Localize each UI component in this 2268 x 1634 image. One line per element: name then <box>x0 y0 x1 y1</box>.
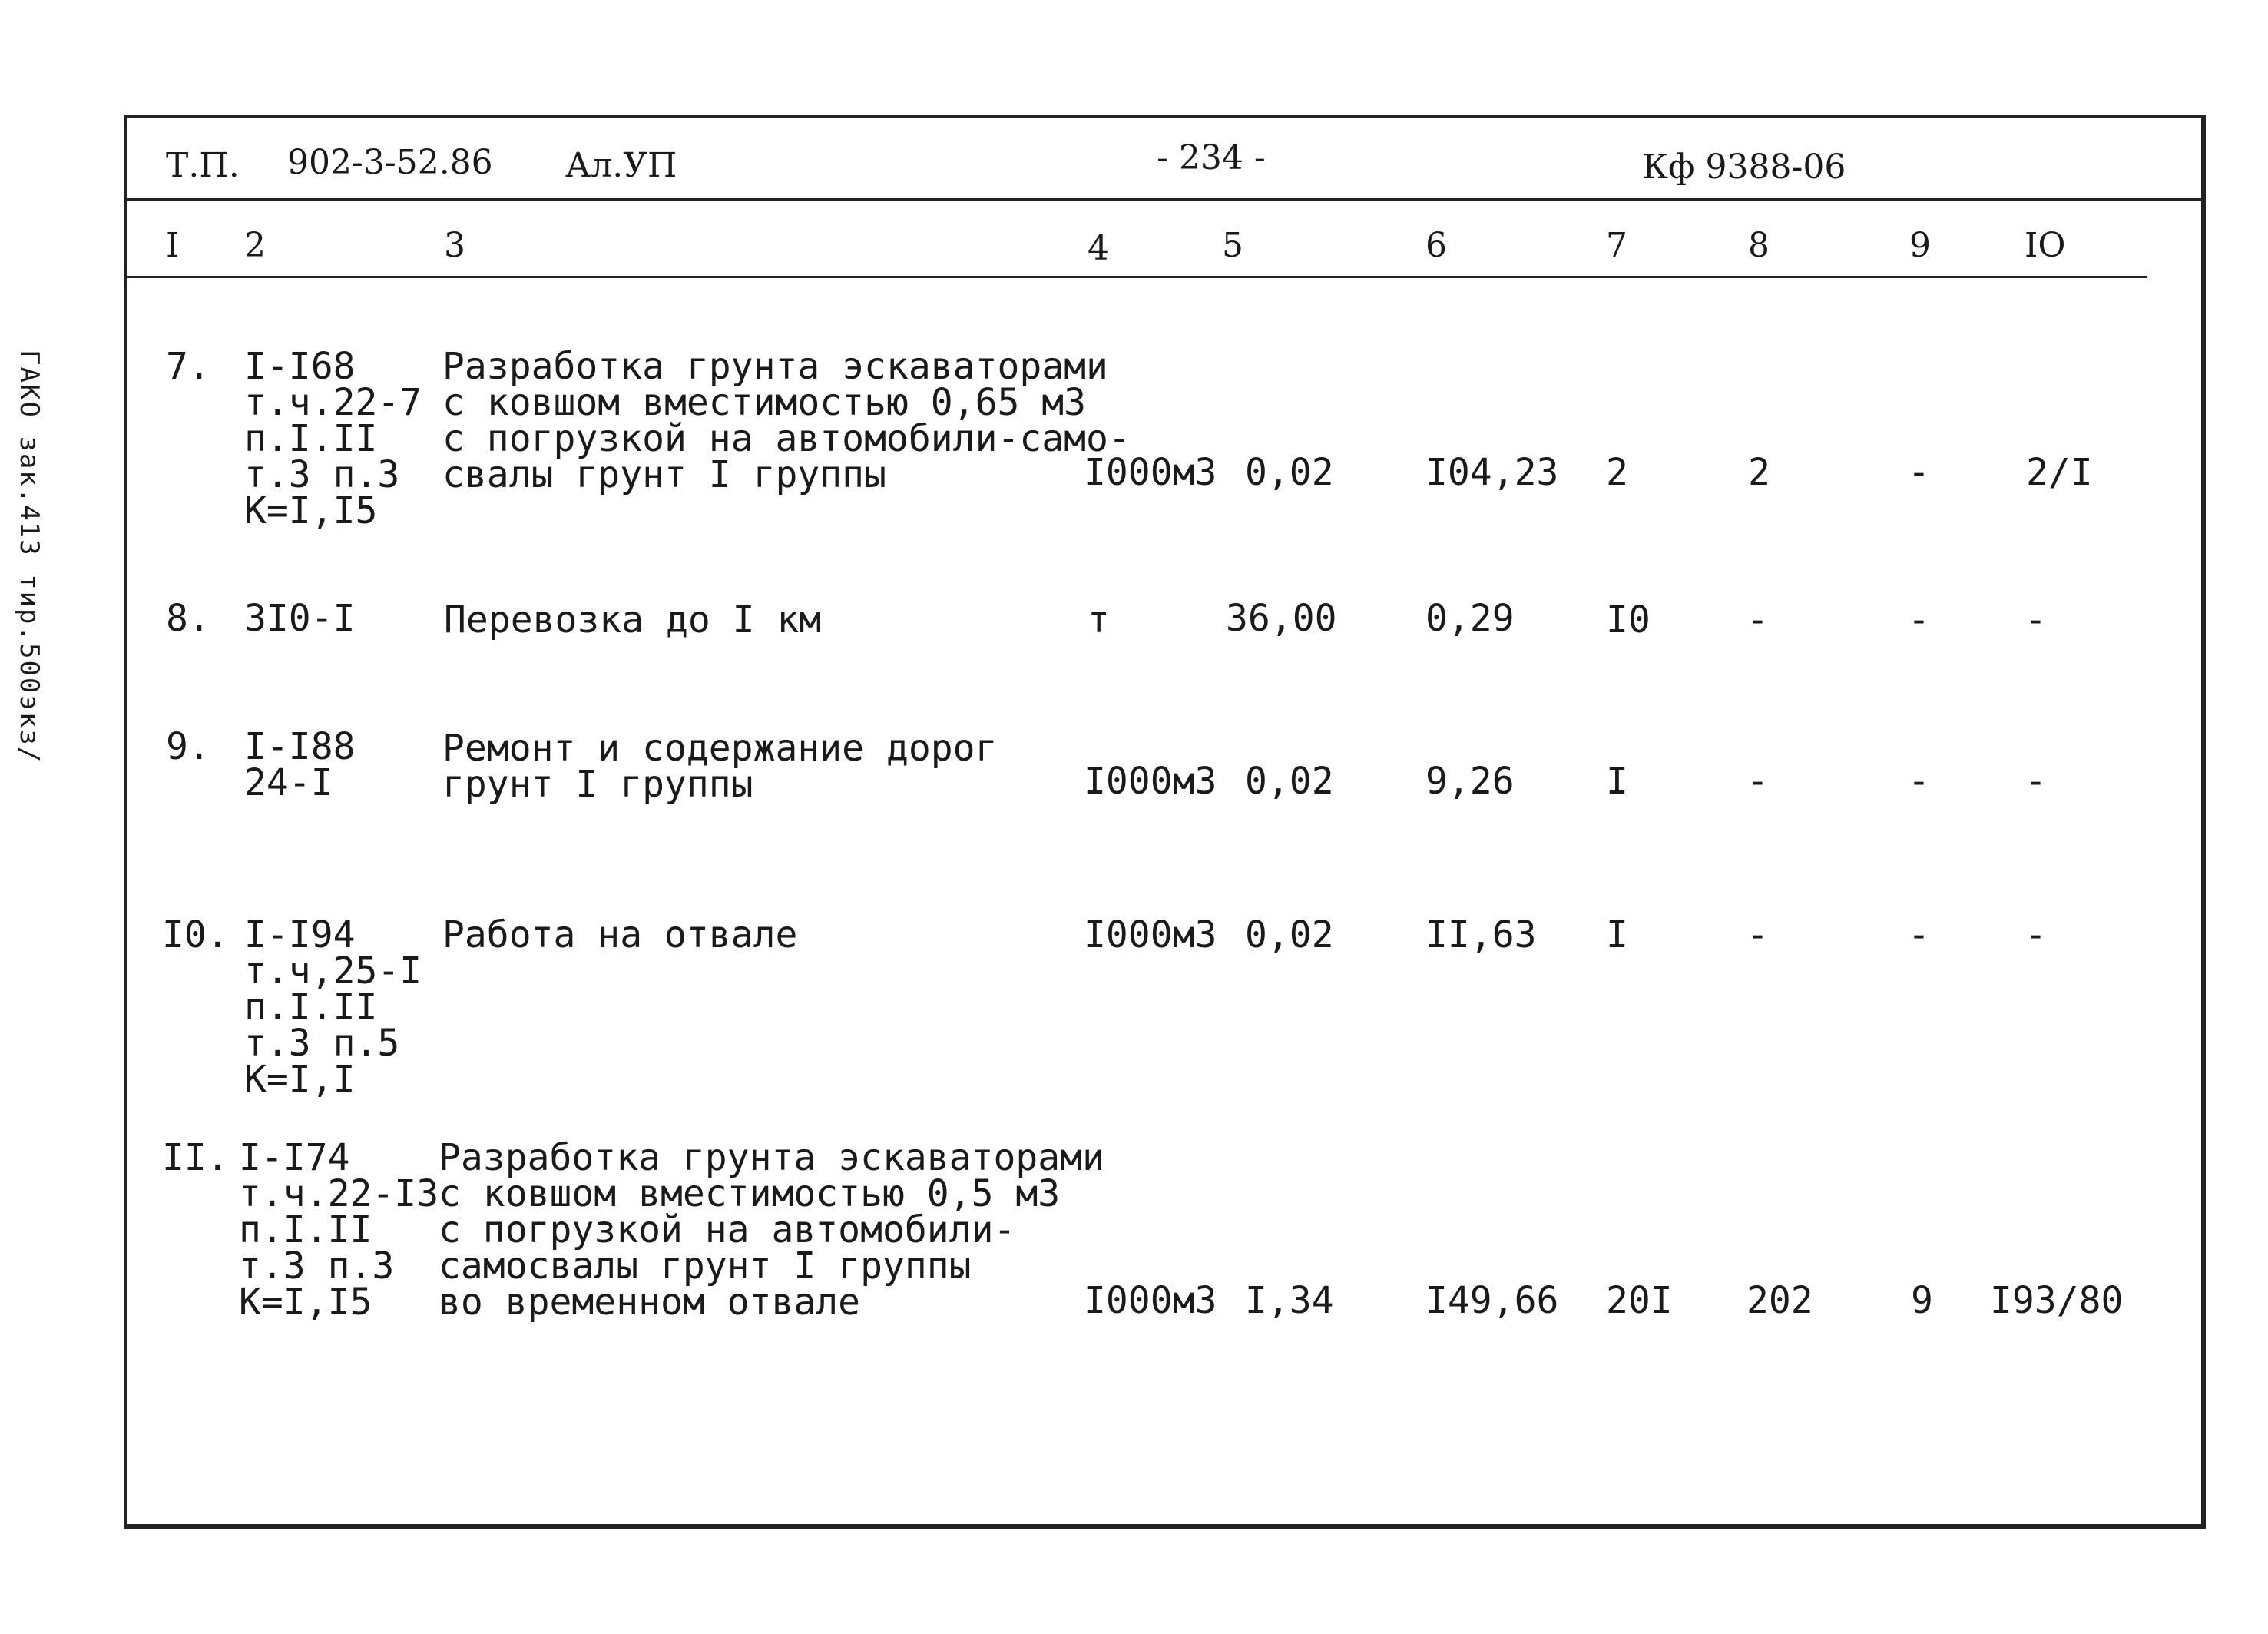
row-reference: I-I94 т.ч,25-I п.I.II т.3 п.5 К=I,I <box>244 913 422 1101</box>
row-col9: - <box>1908 598 1930 641</box>
row-quantity: 0,02 <box>1245 913 1334 956</box>
row-number: I0. <box>162 913 229 956</box>
row-col7: I <box>1606 760 1628 803</box>
row-price: 9,26 <box>1425 760 1515 803</box>
row-price: I04,23 <box>1425 451 1559 494</box>
row-description: Разработка грунта эскаваторами с ковшом вместимостью 0,5 м3 с погрузкой на автомобили- самосвалы грунт I группы во временном отвале <box>439 1136 1104 1324</box>
col-header-6: 6 <box>1425 226 1447 265</box>
row-col10: - <box>2025 913 2047 956</box>
row-description: Разработка грунта эскаваторами с ковшом вместимостью 0,65 м3 с погрузкой на автомобили-само- свалы грунт I группы <box>442 345 1131 496</box>
page-number: - 234 - <box>1157 138 1266 177</box>
row-number: 7. <box>166 345 210 388</box>
row-price: I49,66 <box>1425 1279 1559 1322</box>
row-col8: 2 <box>1748 451 1770 494</box>
col-header-8: 8 <box>1748 226 1770 265</box>
row-number: 8. <box>166 597 210 640</box>
row-description: Перевозка до I км <box>444 598 822 641</box>
col-header-2: 2 <box>244 226 266 265</box>
document-code: Кф 9388-06 <box>1642 147 1846 187</box>
col-header-9: 9 <box>1909 226 1931 265</box>
row-price: 0,29 <box>1425 597 1515 640</box>
row-description: Работа на отвале <box>442 913 798 956</box>
row-unit: I000м3 <box>1084 451 1217 494</box>
row-quantity: 0,02 <box>1245 760 1334 803</box>
row-col7: I <box>1606 913 1628 956</box>
row-col10: 2/I <box>2026 451 2093 494</box>
row-col9: - <box>1908 913 1930 956</box>
row-number: 9. <box>166 725 210 768</box>
row-unit: I000м3 <box>1084 760 1217 803</box>
tp-number: 902-3-52.86 <box>287 143 493 182</box>
album-label: Ал.УП <box>565 146 677 185</box>
row-col8: 202 <box>1747 1279 1813 1322</box>
header-divider <box>127 198 2201 201</box>
row-unit: т <box>1088 598 1110 641</box>
row-reference: I-I68 т.ч.22-7 п.I.II т.3 п.3 К=I,I5 <box>244 345 422 532</box>
row-col7: I0 <box>1606 598 1651 641</box>
col-header-7: 7 <box>1606 226 1627 265</box>
row-number: II. <box>162 1136 229 1179</box>
document-frame <box>124 115 2206 1529</box>
row-col9: - <box>1908 760 1930 803</box>
row-description: Ремонт и содержание дорог грунт I группы <box>442 727 998 806</box>
row-col8: - <box>1747 760 1769 803</box>
row-reference: I-I88 24-I <box>244 725 356 804</box>
row-col9: 9 <box>1911 1279 1933 1322</box>
row-quantity: 0,02 <box>1245 451 1334 494</box>
row-col7: 20I <box>1606 1279 1673 1322</box>
row-quantity: 36,00 <box>1226 597 1337 640</box>
col-header-4: 4 <box>1088 229 1109 268</box>
tp-label: Т.П. <box>166 146 240 185</box>
row-col9: - <box>1908 451 1930 494</box>
row-col10: I93/80 <box>1990 1279 2124 1322</box>
row-price: II,63 <box>1425 913 1537 956</box>
row-unit: I000м3 <box>1084 1279 1217 1322</box>
row-col10: - <box>2025 598 2047 641</box>
row-col10: - <box>2025 760 2047 803</box>
side-note: ГАКО зак.413 тир.500экз/ <box>14 350 45 764</box>
row-col8: - <box>1747 598 1769 641</box>
row-col8: - <box>1747 913 1769 956</box>
row-col7: 2 <box>1606 451 1628 494</box>
col-header-5: 5 <box>1222 226 1243 265</box>
row-reference: I-I74 т.ч.22-I3 п.I.II т.3 п.3 К=I,I5 <box>239 1136 439 1324</box>
col-header-1: I <box>166 226 180 265</box>
col-header-3: 3 <box>444 226 465 265</box>
row-unit: I000м3 <box>1084 913 1217 956</box>
row-quantity: I,34 <box>1245 1279 1334 1322</box>
col-header-10: IO <box>2025 226 2066 265</box>
column-divider <box>127 276 2147 278</box>
row-reference: 3I0-I <box>244 597 356 640</box>
